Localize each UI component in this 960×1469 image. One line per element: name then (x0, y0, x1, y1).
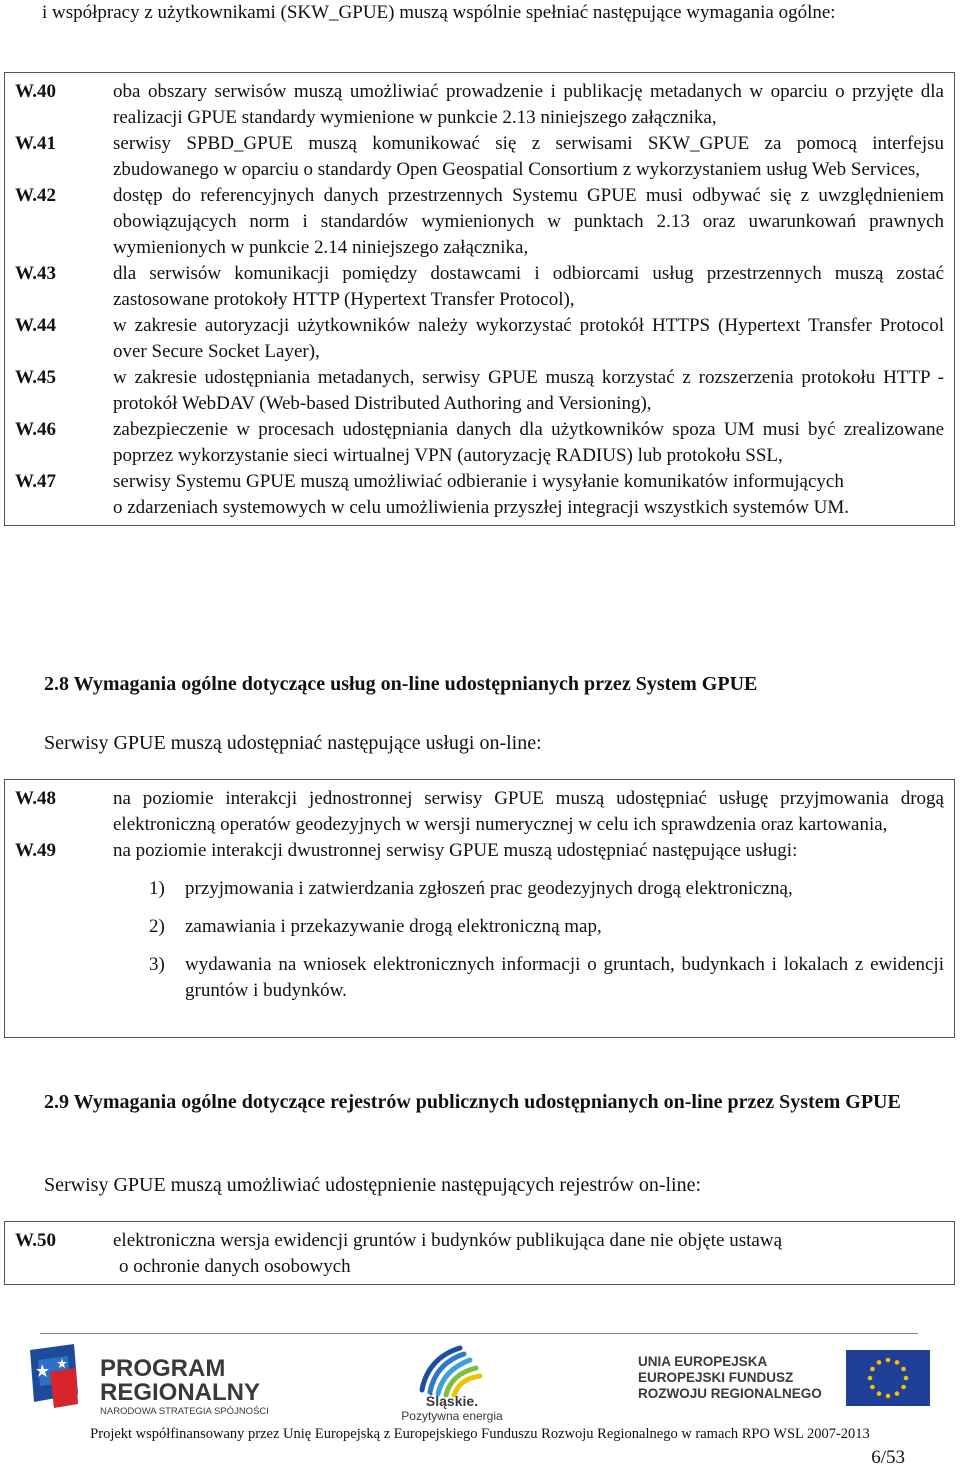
table-row (5, 780, 955, 839)
logo-slaskie-tagline: Pozytywna energia (401, 1409, 503, 1423)
requirement-id: W.46 (15, 419, 57, 440)
table-row (5, 838, 955, 1038)
section-heading-2-8: 2.8 Wymagania ogólne dotyczące usług on-line udostępnianych przez System GPUE (44, 673, 758, 695)
logo-slaskie-name: Śląskie. (425, 1393, 479, 1409)
requirement-id: W.43 (15, 263, 57, 284)
requirement-id: W.45 (15, 367, 57, 388)
requirement-text: na poziomie interakcji jednostronnej serwisy GPUE muszą udostępniać usługę przyjmowania drogą elektroniczną operatów geodezyjnych w wersji numerycznej w celu ich sprawdzenia oraz kartowania, (113, 788, 944, 835)
eu-logo (628, 1346, 933, 1408)
section-intro-2-8: Serwisy GPUE muszą udostępniać następujące usługi on-line: (44, 732, 542, 754)
list-item (113, 952, 944, 1004)
logo-eu-line2: EUROPEJSKI FUNDUSZ (638, 1370, 794, 1385)
table-row (5, 1222, 955, 1285)
requirement-text-line: o ochronie danych osobowych (119, 1256, 351, 1277)
eu-star-icon (877, 1360, 882, 1365)
list-item (113, 914, 944, 940)
eu-star-icon (904, 1376, 909, 1381)
table-row (5, 73, 955, 132)
list-text: zamawiania i przekazywanie drogą elektroniczną map, (185, 916, 602, 937)
requirement-text: w zakresie udostępniania metadanych, serwisy GPUE muszą korzystać z rozszerzenia protokołu HTTP - protokół WebDAV (Web-based Distributed Authoring and Versioning), (113, 367, 944, 414)
requirement-text: dostęp do referencyjnych danych przestrzennych Systemu GPUE musi odbywać się z uwzględnieniem obowiązujących norm i standardów wymienionych w punktach 2.13 oraz uwarunkowań prawnych wymienionych w punkcie 2.14 niniejszego załącznika, (113, 185, 944, 258)
eu-star-icon (868, 1376, 873, 1381)
logo-program-line1: PROGRAM (100, 1355, 226, 1382)
eu-star-icon (901, 1367, 906, 1372)
requirement-id: W.41 (15, 133, 57, 154)
eu-star-icon (895, 1391, 900, 1396)
footer-funding-note: Projekt współfinansowany przez Unię Europejską z Europejskiego Funduszu Rozwoju Regionalnego w ramach RPO WSL 2007-2013 (90, 1426, 870, 1442)
page-number: 6/53 (871, 1447, 905, 1468)
section-intro-2-9: Serwisy GPUE muszą umożliwiać udostępnienie następujących rejestrów on-line: (44, 1174, 702, 1196)
requirement-text: dla serwisów komunikacji pomiędzy dostawcami i odbiorcami usług przestrzennych muszą zostać zastosowane protokoły HTTP (Hypertext Transfer Protocol), (113, 263, 944, 310)
service-list (113, 876, 944, 1004)
slaskie-logo (362, 1340, 542, 1424)
requirement-id: W.48 (15, 788, 57, 809)
table-row (5, 131, 955, 183)
requirements-table-1 (4, 72, 955, 526)
eu-star-icon (886, 1358, 891, 1363)
requirement-text-line: elektroniczna wersja ewidencji gruntów i budynków publikująca dane nie objęte ustawą (113, 1230, 782, 1251)
requirement-text: w zakresie autoryzacji użytkowników należy wykorzystać protokół HTTPS (Hypertext Transfer Protocol over Secure Socket Layer), (113, 315, 944, 362)
logo-eu-line1: UNIA EUROPEJSKA (638, 1354, 768, 1369)
requirement-text-line: na poziomie interakcji dwustronnej serwisy GPUE muszą udostępniać następujące usługi: (113, 840, 798, 861)
requirement-text-line: serwisy Systemu GPUE muszą umożliwiać odbieranie i wysyłanie komunikatów informujących (113, 471, 844, 492)
requirement-text (113, 1222, 955, 1285)
table-row (5, 313, 955, 365)
requirement-id: W.47 (15, 471, 57, 492)
requirements-table-3 (4, 1221, 955, 1285)
eu-star-icon (870, 1367, 875, 1372)
table-row (5, 261, 955, 313)
list-text: przyjmowania i zatwierdzania zgłoszeń prac geodezyjnych drogą elektroniczną, (185, 878, 793, 899)
list-item (113, 876, 944, 902)
requirement-text-line: o zdarzeniach systemowych w celu umożliwienia przyszłej integracji wszystkich systemów UM. (113, 497, 850, 518)
requirement-id: W.44 (15, 315, 57, 336)
requirement-id: W.40 (15, 81, 57, 102)
list-number: 1) (149, 878, 165, 899)
requirement-text: zabezpieczenie w procesach udostępniania danych dla użytkowników spoza UM musi być zrealizowane poprzez wykorzystanie sieci wirtualnej VPN (autoryzację RADIUS) lub protokołu SSL, (113, 419, 944, 466)
requirement-text (113, 469, 955, 526)
eu-star-icon (886, 1394, 891, 1399)
table-row (5, 417, 955, 469)
list-number: 2) (149, 916, 165, 937)
logo-program-line2: REGIONALNY (100, 1379, 261, 1406)
eu-star-icon (870, 1385, 875, 1390)
list-number: 3) (149, 954, 165, 975)
footer-divider (40, 1333, 918, 1334)
requirement-id: W.42 (15, 185, 57, 206)
requirement-text: serwisy SPBD_GPUE muszą komunikować się z serwisami SKW_GPUE za pomocą interfejsu zbudowanego w oparciu o standardy Open Geospatial Consortium z wykorzystaniem usług Web Services, (113, 133, 944, 180)
intro-paragraph: i współpracy z użytkownikami (SKW_GPUE) muszą wspólnie spełniać następujące wymagania ogólne: (42, 2, 836, 23)
program-regionalny-logo (28, 1342, 328, 1418)
requirement-id: W.50 (15, 1230, 57, 1251)
list-text: wydawania na wniosek elektronicznych informacji o gruntach, budynkach i lokalach z ewidencji gruntów i budynków. (185, 954, 944, 1001)
requirements-table-2 (4, 779, 955, 1038)
requirement-id: W.49 (15, 840, 57, 861)
logo-eu-line3: ROZWOJU REGIONALNEGO (638, 1386, 822, 1401)
requirement-text: oba obszary serwisów muszą umożliwiać prowadzenie i publikację metadanych w oparciu o przyjęte dla realizacji GPUE standardy wymienione w punkcie 2.13 niniejszego załącznika, (113, 81, 944, 128)
logo-program-line3: NARODOWA STRATEGIA SPÓJNOŚCI (100, 1406, 269, 1417)
table-row (5, 365, 955, 417)
table-row (5, 469, 955, 526)
eu-star-icon (901, 1385, 906, 1390)
table-row (5, 183, 955, 261)
eu-star-icon (895, 1360, 900, 1365)
eu-star-icon (877, 1391, 882, 1396)
requirement-text (113, 838, 955, 1038)
section-heading-2-9: 2.9 Wymagania ogólne dotyczące rejestrów publicznych udostępnianych on-line przez System GPUE (44, 1091, 901, 1113)
